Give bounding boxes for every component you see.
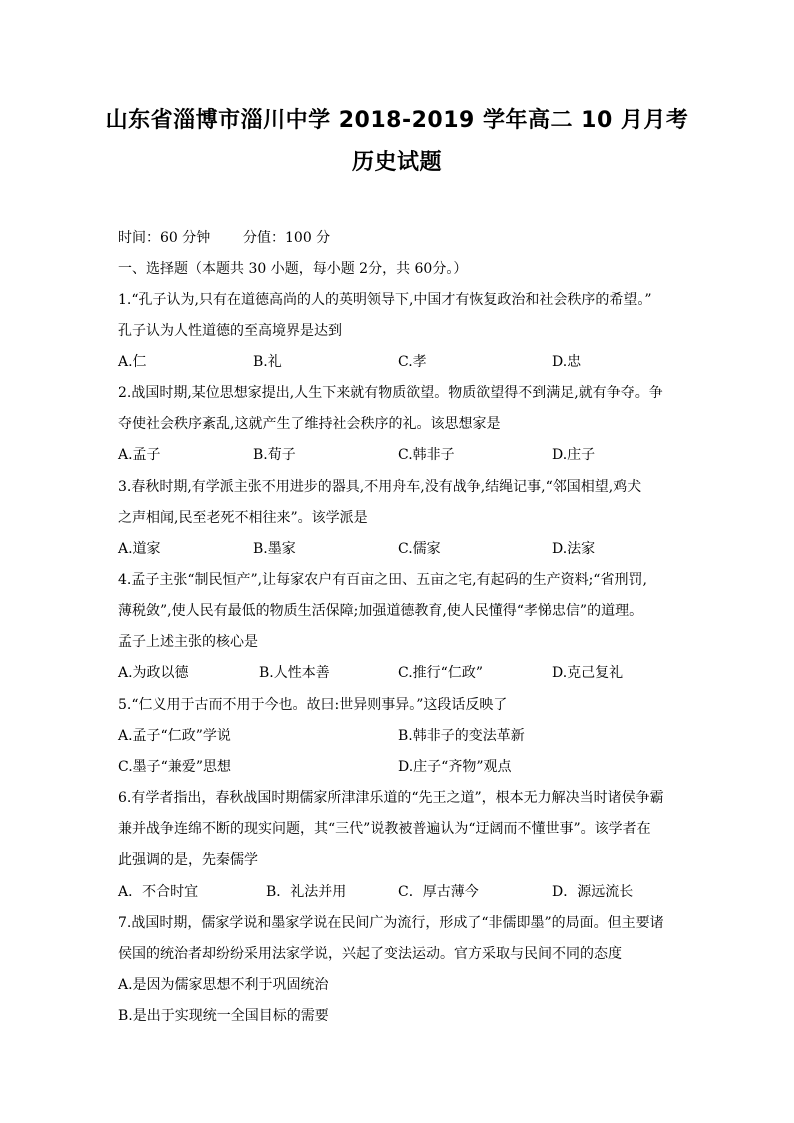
question-2-option-a: A.孟子 (118, 447, 161, 463)
question-2-option-d: D.庄子 (552, 447, 596, 463)
question-7-line-1: 7.战国时期，儒家学说和墨家学说在民间广为流行，形成了“非儒即墨”的局面。但主要诸 (118, 915, 664, 931)
question-1-option-b: B.礼 (253, 354, 282, 370)
exam-score: 分值：100 分 (243, 230, 331, 246)
question-6-line-2: 兼并战争连绵不断的现实问题，其“三代”说教被普遍认为“迂阔而不懂世事”。该学者在 (118, 821, 651, 837)
question-6-option-a: A．不合时宜 (118, 884, 199, 900)
exam-subtitle: 历史试题 (351, 150, 442, 175)
question-3-line-2: 之声相闻,民至老死不相往来”。该学派是 (118, 510, 368, 526)
question-4-line-1: 4.孟子主张“制民恒产”,让每家农户有百亩之田、五亩之宅,有起码的生产资料;“省刑罚, (118, 572, 647, 588)
question-2-line-2: 夺使社会秩序紊乱,这就产生了维持社会秩序的礼。该思想家是 (118, 416, 501, 432)
question-3-line-1: 3.春秋时期,有学派主张不用进步的器具,不用舟车,没有战争,结绳记事,“邻国相望,鸡犬 (118, 479, 642, 495)
question-2-option-b: B.荀子 (253, 447, 296, 463)
question-1-option-c: C.孝 (398, 354, 427, 370)
question-5-option-a: A.孟子“仁政”学说 (118, 728, 231, 744)
question-1-option-a: A.仁 (118, 354, 147, 370)
question-5-option-b: B.韩非子的变法革新 (398, 728, 525, 744)
question-6-option-b: B．礼法并用 (266, 884, 347, 900)
exam-title: 山东省淄博市淄川中学 2018-2019 学年高二 10 月月考 (105, 108, 689, 133)
question-7-option-b: B.是出于实现统一全国目标的需要 (118, 1008, 329, 1024)
question-6-line-3: 此强调的是，先秦儒学 (118, 852, 258, 868)
question-3-option-c: C.儒家 (398, 541, 441, 557)
question-6-line-1: 6.有学者指出，春秋战国时期儒家所津津乐道的“先王之道”，根本无力解决当时诸侯争霸 (118, 790, 664, 806)
question-7-option-a: A.是因为儒家思想不利于巩固统治 (118, 977, 329, 993)
question-3-option-d: D.法家 (552, 541, 596, 557)
question-2-line-1: 2.战国时期,某位思想家提出,人生下来就有物质欲望。物质欲望得不到满足,就有争夺。争 (118, 385, 663, 401)
question-4-line-3: 孟子上述主张的核心是 (118, 634, 258, 650)
question-1-option-d: D.忠 (552, 354, 582, 370)
question-3-option-b: B.墨家 (253, 541, 296, 557)
question-7-line-2: 侯国的统治者却纷纷采用法家学说，兴起了变法运动。官方采取与民间不同的态度 (118, 946, 622, 962)
question-5-option-d: D.庄子“齐物”观点 (398, 759, 512, 775)
question-2-option-c: C.韩非子 (398, 447, 455, 463)
question-1-line-1: 1.“孔子认为,只有在道德高尚的人的英明领导下,中国才有恢复政治和社会秩序的希望。” (118, 292, 652, 308)
question-6-option-d: D．源远流长 (552, 884, 634, 900)
question-5-option-c: C.墨子“兼爱”思想 (118, 759, 231, 775)
question-6-option-c: C．厚古薄今 (398, 884, 479, 900)
question-4-line-2: 薄税敛”,使人民有最低的物质生活保障;加强道德教育,使人民懂得“孝悌忠信”的道理。 (118, 603, 644, 619)
question-1-line-2: 孔子认为人性道德的至高境界是达到 (118, 323, 342, 339)
section-heading: 一、选择题（本题共 30 小题，每小题 2分，共 60分。） (118, 261, 468, 277)
question-4-option-b: B.人性本善 (259, 665, 330, 681)
question-4-option-a: A.为政以德 (118, 665, 189, 681)
question-4-option-d: D.克己复礼 (552, 665, 624, 681)
question-3-option-a: A.道家 (118, 541, 161, 557)
exam-time: 时间：60 分钟 (118, 230, 211, 246)
question-5-line-1: 5.“仁义用于古而不用于今也。故曰:世异则事异。”这段话反映了 (118, 697, 508, 713)
question-4-option-c: C.推行“仁政” (398, 665, 483, 681)
